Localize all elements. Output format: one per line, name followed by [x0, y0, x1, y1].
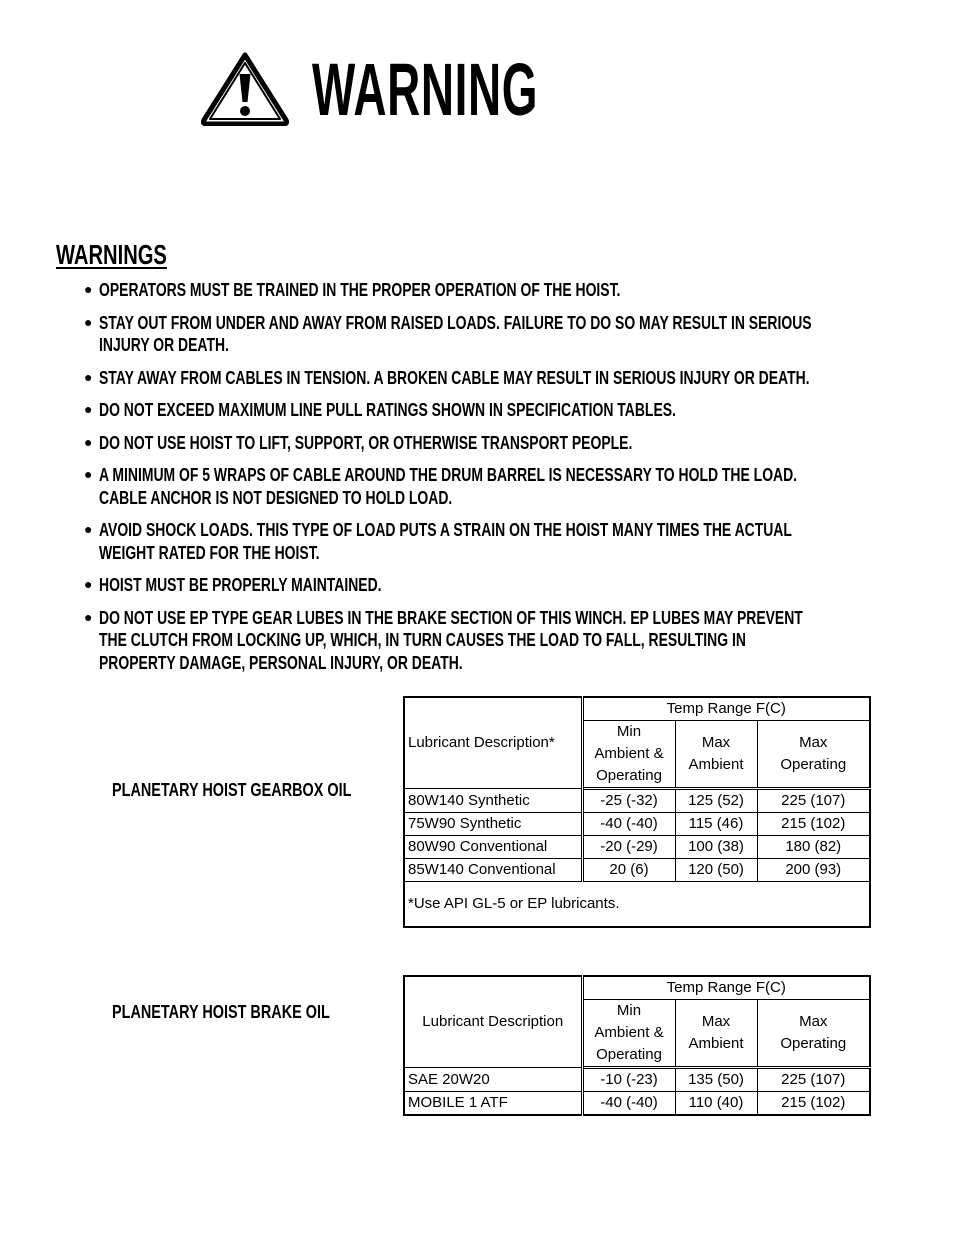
- warning-item: [84, 519, 914, 564]
- cell-max-ambient: 100 (38): [675, 836, 757, 859]
- cell-description: 85W140 Conventional: [404, 859, 582, 882]
- temp-range-header: Temp Range F(C): [582, 976, 870, 1000]
- warning-list: [84, 279, 914, 684]
- cell-min: 20 (6): [582, 859, 675, 882]
- cell-min: -10 (-23): [582, 1068, 675, 1092]
- cell-max-operating: 180 (82): [757, 836, 870, 859]
- cell-max-operating: 225 (107): [757, 1068, 870, 1092]
- table-row: [404, 836, 870, 859]
- warning-text-line: HOIST MUST BE PROPERLY MAINTAINED.: [99, 574, 382, 595]
- cell-max-operating: 225 (107): [757, 789, 870, 813]
- bullet-icon: ●: [84, 313, 93, 330]
- bullet-icon: ●: [84, 401, 93, 417]
- cell-description: 80W90 Conventional: [404, 836, 582, 859]
- cell-max-ambient: 120 (50): [675, 859, 757, 882]
- warning-item: [84, 312, 914, 357]
- cell-max-operating: 200 (93): [757, 859, 870, 882]
- warning-item: [84, 574, 914, 597]
- warning-text-line: STAY OUT FROM UNDER AND AWAY FROM RAISED LOADS. FAILURE TO DO SO MAY RESULT IN SERIOUS: [99, 311, 812, 333]
- table-row: [404, 1092, 870, 1116]
- table-note-row: [404, 882, 870, 928]
- warning-text-line: DO NOT EXCEED MAXIMUM LINE PULL RATINGS SHOWN IN SPECIFICATION TABLES.: [99, 399, 676, 420]
- max-ambient-header: Max Ambient: [675, 1000, 757, 1068]
- bullet-icon: ●: [84, 521, 93, 537]
- bullet-icon: ●: [84, 433, 93, 450]
- cell-max-ambient: 110 (40): [675, 1092, 757, 1116]
- warning-text-line: DO NOT USE EP TYPE GEAR LUBES IN THE BRAKE SECTION OF THIS WINCH. EP LUBES MAY PREVENT: [99, 606, 803, 628]
- table-row: [404, 813, 870, 836]
- cell-min: -25 (-32): [582, 789, 675, 813]
- temp-range-header: Temp Range F(C): [582, 697, 870, 721]
- warnings-heading: WARNINGS: [56, 239, 167, 270]
- min-header: Min Ambient & Operating: [582, 721, 675, 789]
- warning-triangle-icon: [200, 50, 290, 126]
- warning-item: [84, 399, 914, 422]
- warning-text-line: CABLE ANCHOR IS NOT DESIGNED TO HOLD LOAD.: [99, 486, 453, 508]
- cell-max-ambient: 115 (46): [675, 813, 757, 836]
- table-header-row: [404, 976, 870, 1000]
- cell-description: SAE 20W20: [404, 1068, 582, 1092]
- brake-oil-label: PLANETARY HOIST BRAKE OIL: [112, 1001, 330, 1022]
- max-operating-header: Max Operating: [757, 721, 870, 789]
- cell-max-operating: 215 (102): [757, 813, 870, 836]
- warning-banner: [200, 48, 620, 131]
- cell-min: -40 (-40): [582, 1092, 675, 1116]
- cell-max-operating: 215 (102): [757, 1092, 870, 1116]
- desc-header: Lubricant Description*: [404, 697, 582, 789]
- desc-header: Lubricant Description: [404, 976, 582, 1068]
- warning-text-line: THE CLUTCH FROM LOCKING UP, WHICH, IN TURN CAUSES THE LOAD TO FALL, RESULTING IN: [99, 629, 746, 650]
- max-ambient-header: Max Ambient: [675, 721, 757, 789]
- min-header: Min Ambient & Operating: [582, 1000, 675, 1068]
- gearbox-oil-table: [403, 696, 871, 928]
- bullet-icon: ●: [84, 608, 93, 625]
- warning-text-line: STAY AWAY FROM CABLES IN TENSION. A BROKEN CABLE MAY RESULT IN SERIOUS INJURY OR DEATH.: [99, 366, 810, 388]
- bullet-icon: ●: [84, 466, 93, 482]
- warning-text-line: WEIGHT RATED FOR THE HOIST.: [99, 541, 320, 563]
- warning-item: [84, 367, 914, 390]
- table-row: [404, 859, 870, 882]
- gearbox-oil-label: PLANETARY HOIST GEARBOX OIL: [112, 779, 352, 800]
- table-row: [404, 1068, 870, 1092]
- cell-description: 75W90 Synthetic: [404, 813, 582, 836]
- brake-oil-table: [403, 975, 871, 1116]
- warning-text-line: AVOID SHOCK LOADS. THIS TYPE OF LOAD PUTS A STRAIN ON THE HOIST MANY TIMES THE ACTUAL: [99, 519, 792, 540]
- cell-min: -40 (-40): [582, 813, 675, 836]
- cell-max-ambient: 135 (50): [675, 1068, 757, 1092]
- banner-title: WARNING: [312, 48, 539, 131]
- bullet-icon: ●: [84, 368, 93, 385]
- cell-description: 80W140 Synthetic: [404, 789, 582, 813]
- warning-item: [84, 279, 914, 302]
- table-note: *Use API GL-5 or EP lubricants.: [404, 882, 870, 928]
- warning-item: [84, 432, 914, 455]
- table-row: [404, 789, 870, 813]
- warning-text-line: PROPERTY DAMAGE, PERSONAL INJURY, OR DEATH.: [99, 651, 463, 673]
- bullet-icon: ●: [84, 281, 93, 297]
- warning-item: [84, 607, 914, 675]
- cell-min: -20 (-29): [582, 836, 675, 859]
- cell-description: MOBILE 1 ATF: [404, 1092, 582, 1116]
- bullet-icon: ●: [84, 576, 93, 592]
- warning-item: [84, 464, 914, 509]
- table-header-row: [404, 697, 870, 721]
- warning-text-line: DO NOT USE HOIST TO LIFT, SUPPORT, OR OTHERWISE TRANSPORT PEOPLE.: [99, 431, 633, 453]
- warning-text-line: OPERATORS MUST BE TRAINED IN THE PROPER OPERATION OF THE HOIST.: [99, 279, 621, 300]
- max-operating-header: Max Operating: [757, 1000, 870, 1068]
- cell-max-ambient: 125 (52): [675, 789, 757, 813]
- warning-text-line: INJURY OR DEATH.: [99, 334, 229, 355]
- warning-text-line: A MINIMUM OF 5 WRAPS OF CABLE AROUND THE DRUM BARREL IS NECESSARY TO HOLD THE LOAD.: [99, 464, 798, 485]
